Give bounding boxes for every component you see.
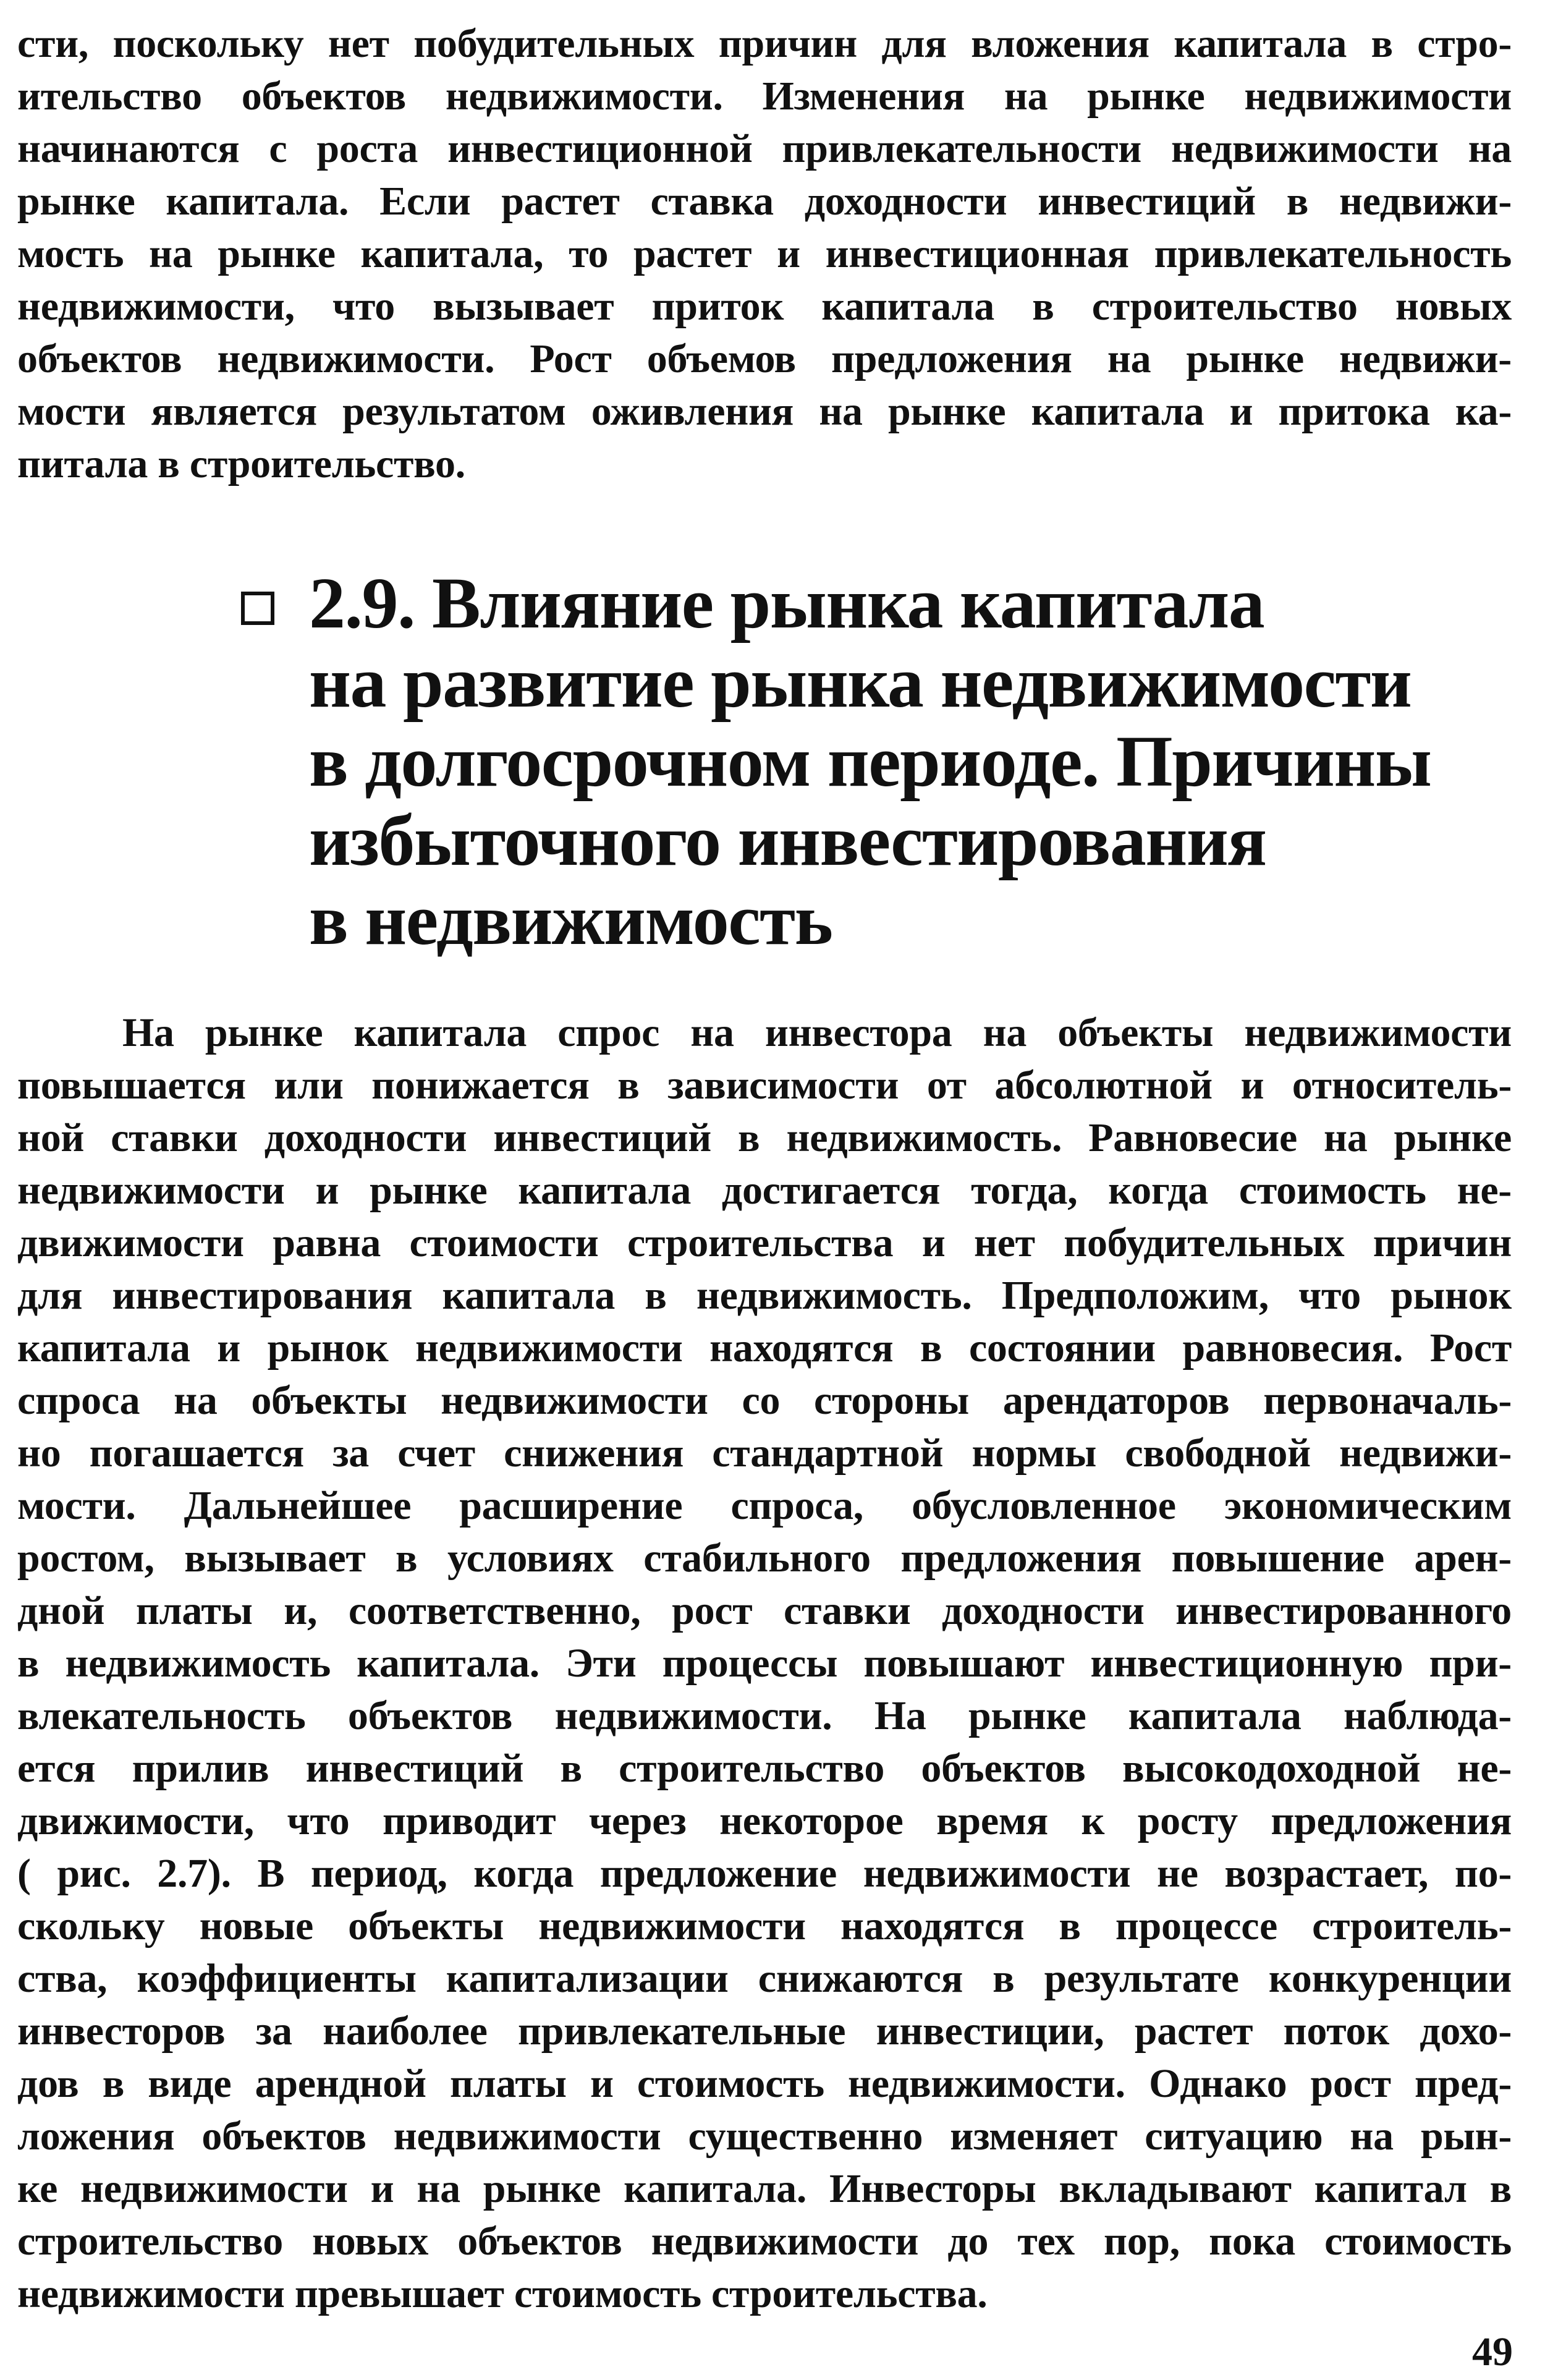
text-line: начинаются с роста инвестиционной привлекательности недвижимости на — [17, 126, 1512, 171]
checkbox-square-icon — [241, 592, 274, 625]
text-line: движимости, что приводит через некоторое время к росту предложения — [17, 1798, 1512, 1843]
text-line: недвижимости превышает стоимость строительства. — [17, 2271, 988, 2316]
text-line: рынке капитала. Если растет ставка доходности инвестиций в недвижи- — [17, 179, 1512, 224]
top-paragraph — [17, 17, 1512, 490]
text-line: капитала и рынок недвижимости находятся в состоянии равновесия. Рост — [17, 1325, 1512, 1371]
text-line: объектов недвижимости. Рост объемов предложения на рынке недвижи- — [17, 336, 1512, 381]
text-line: На рынке капитала спрос на инвестора на объекты недвижимости — [122, 1010, 1512, 1055]
heading-line: избыточного инвестирования — [309, 800, 1266, 881]
text-line: мость на рынке капитала, то растет и инвестиционная привлекательность — [17, 231, 1512, 276]
heading-line: в долгосрочном периоде. Причины — [309, 721, 1431, 802]
text-line: недвижимости, что вызывает приток капитала в строительство новых — [17, 284, 1512, 329]
text-line: но погашается за счет снижения стандартной нормы свободной недвижи- — [17, 1430, 1512, 1476]
heading-line: на развитие рынка недвижимости — [309, 642, 1412, 723]
text-line: ется прилив инвестиций в строительство объектов высокодоходной не- — [17, 1746, 1512, 1791]
text-line: недвижимости и рынке капитала достигается тогда, когда стоимость не- — [17, 1168, 1512, 1213]
text-line: дной платы и, соответственно, рост ставки доходности инвестированного — [17, 1588, 1512, 1633]
text-line: ке недвижимости и на рынке капитала. Инвесторы вкладывают капитал в — [17, 2166, 1512, 2211]
text-line: мости является результатом оживления на рынке капитала и притока ка- — [17, 389, 1512, 434]
text-line: ростом, вызывает в условиях стабильного предложения повышение арен- — [17, 1536, 1512, 1581]
heading-line — [309, 564, 1483, 643]
text-line: ( рис. 2.7). В период, когда предложение недвижимости не возрастает, по- — [17, 1851, 1512, 1896]
text-line: для инвестирования капитала в недвижимость. Предположим, что рынок — [17, 1273, 1512, 1318]
page-number: 49 — [1472, 2329, 1513, 2374]
text-line: питала в строительство. — [17, 441, 465, 487]
text-line: ства, коэффициенты капитализации снижаются в результате конкуренции — [17, 1956, 1512, 2001]
section-heading — [309, 564, 1483, 959]
text-line: движимости равна стоимости строительства и нет побудительных причин — [17, 1220, 1512, 1265]
text-line: строительство новых объектов недвижимости до тех пор, пока стоимость — [17, 2219, 1512, 2264]
text-line: влекательность объектов недвижимости. На рынке капитала наблюда- — [17, 1693, 1512, 1738]
text-line: спроса на объекты недвижимости со стороны арендаторов первоначаль- — [17, 1378, 1512, 1423]
text-line: в недвижимость капитала. Эти процессы повышают инвестиционную при- — [17, 1641, 1512, 1686]
heading-line: в недвижимость — [309, 879, 832, 960]
main-paragraph — [17, 1006, 1512, 2320]
heading-line-text: 2.9. Влияние рынка капитала — [309, 563, 1264, 644]
text-line: дов в виде арендной платы и стоимость недвижимости. Однако рост пред- — [17, 2061, 1512, 2106]
text-line: ной ставки доходности инвестиций в недвижимость. Равновесие на рынке — [17, 1115, 1512, 1160]
text-line: инвесторов за наиболее привлекательные инвестиции, растет поток дохо- — [17, 2008, 1512, 2054]
text-line: ложения объектов недвижимости существенно изменяет ситуацию на рын- — [17, 2114, 1512, 2159]
text-line: мости. Дальнейшее расширение спроса, обусловленное экономическим — [17, 1483, 1512, 1528]
text-line: скольку новые объекты недвижимости находятся в процессе строитель- — [17, 1903, 1512, 1949]
text-line: сти, поскольку нет побудительных причин для вложения капитала в стро- — [17, 21, 1512, 66]
text-line: повышается или понижается в зависимости от абсолютной и относитель- — [17, 1063, 1512, 1108]
text-line: ительство объектов недвижимости. Изменения на рынке недвижимости — [17, 74, 1512, 119]
